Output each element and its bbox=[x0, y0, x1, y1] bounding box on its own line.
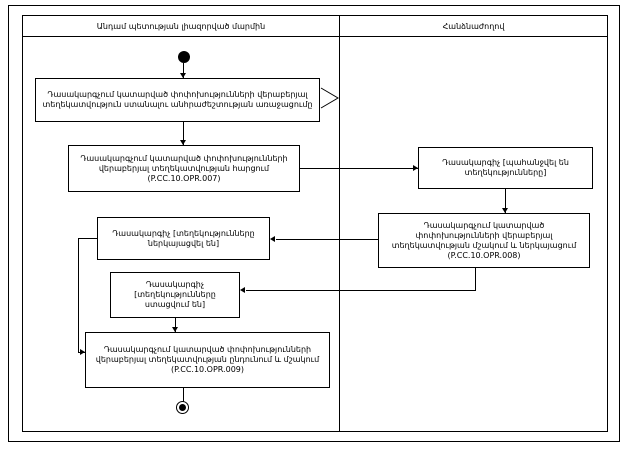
end-node-icon bbox=[176, 401, 189, 414]
flow-line bbox=[183, 388, 184, 402]
activity-label: Դասակարգչում կատարված փոփոխությունների վերաբերյալ տեղեկատվության ընդունում և մշակում (P.CC.10.OPR.009) bbox=[95, 345, 320, 374]
flow-line bbox=[78, 238, 79, 352]
state-classifier-info-requested bbox=[418, 147, 593, 189]
arrowhead-left-icon bbox=[270, 236, 275, 242]
arrowhead-left-icon bbox=[240, 287, 245, 293]
flow-line bbox=[300, 168, 418, 169]
state-label: Դասակարգիչ [տեղեկությունները ստացվում են] bbox=[134, 280, 216, 309]
activity-label: Դասակարգչում կատարված փոփոխությունների վերաբերյալ տեղեկատվության մշակում և ներկայացում (P.CC.10.OPR.008) bbox=[391, 220, 577, 260]
lane-header-member-state bbox=[22, 15, 340, 37]
lane-title: Անդամ պետության լիազորված մարմին bbox=[96, 21, 266, 31]
lane-header-commission bbox=[340, 15, 608, 37]
flow-line bbox=[475, 268, 476, 291]
activity-need-arises bbox=[35, 78, 320, 122]
state-classifier-info-presented bbox=[97, 217, 270, 260]
activity-request-info bbox=[68, 145, 300, 192]
start-node-icon bbox=[178, 51, 190, 63]
state-classifier-info-received bbox=[110, 272, 240, 318]
activity-label: Դասակարգչում կատարված փոփոխությունների վերաբերյալ տեղեկատվության հարցում (P.CC.10.OPR.007) bbox=[80, 153, 288, 183]
end-node-dot bbox=[179, 404, 186, 411]
flow-line bbox=[78, 238, 97, 239]
chevron-right-icon bbox=[320, 86, 340, 110]
activity-receive-process-info bbox=[85, 332, 330, 388]
flow-line bbox=[276, 239, 378, 240]
activity-process-present-info bbox=[378, 213, 590, 268]
flow-line bbox=[246, 290, 476, 291]
state-label: Դասակարգիչ [տեղեկությունները ներկայացվել են] bbox=[112, 228, 255, 248]
lane-title: Հանձնաժողով bbox=[442, 21, 505, 31]
state-label: Դասակարգիչ [պահանջվել են տեղեկությունները] bbox=[442, 158, 569, 177]
activity-label: Դասակարգչում կատարված փոփոխությունների վերաբերյալ տեղեկատվություն ստանալու անհրաժեշտության առաջացումը bbox=[42, 90, 313, 109]
